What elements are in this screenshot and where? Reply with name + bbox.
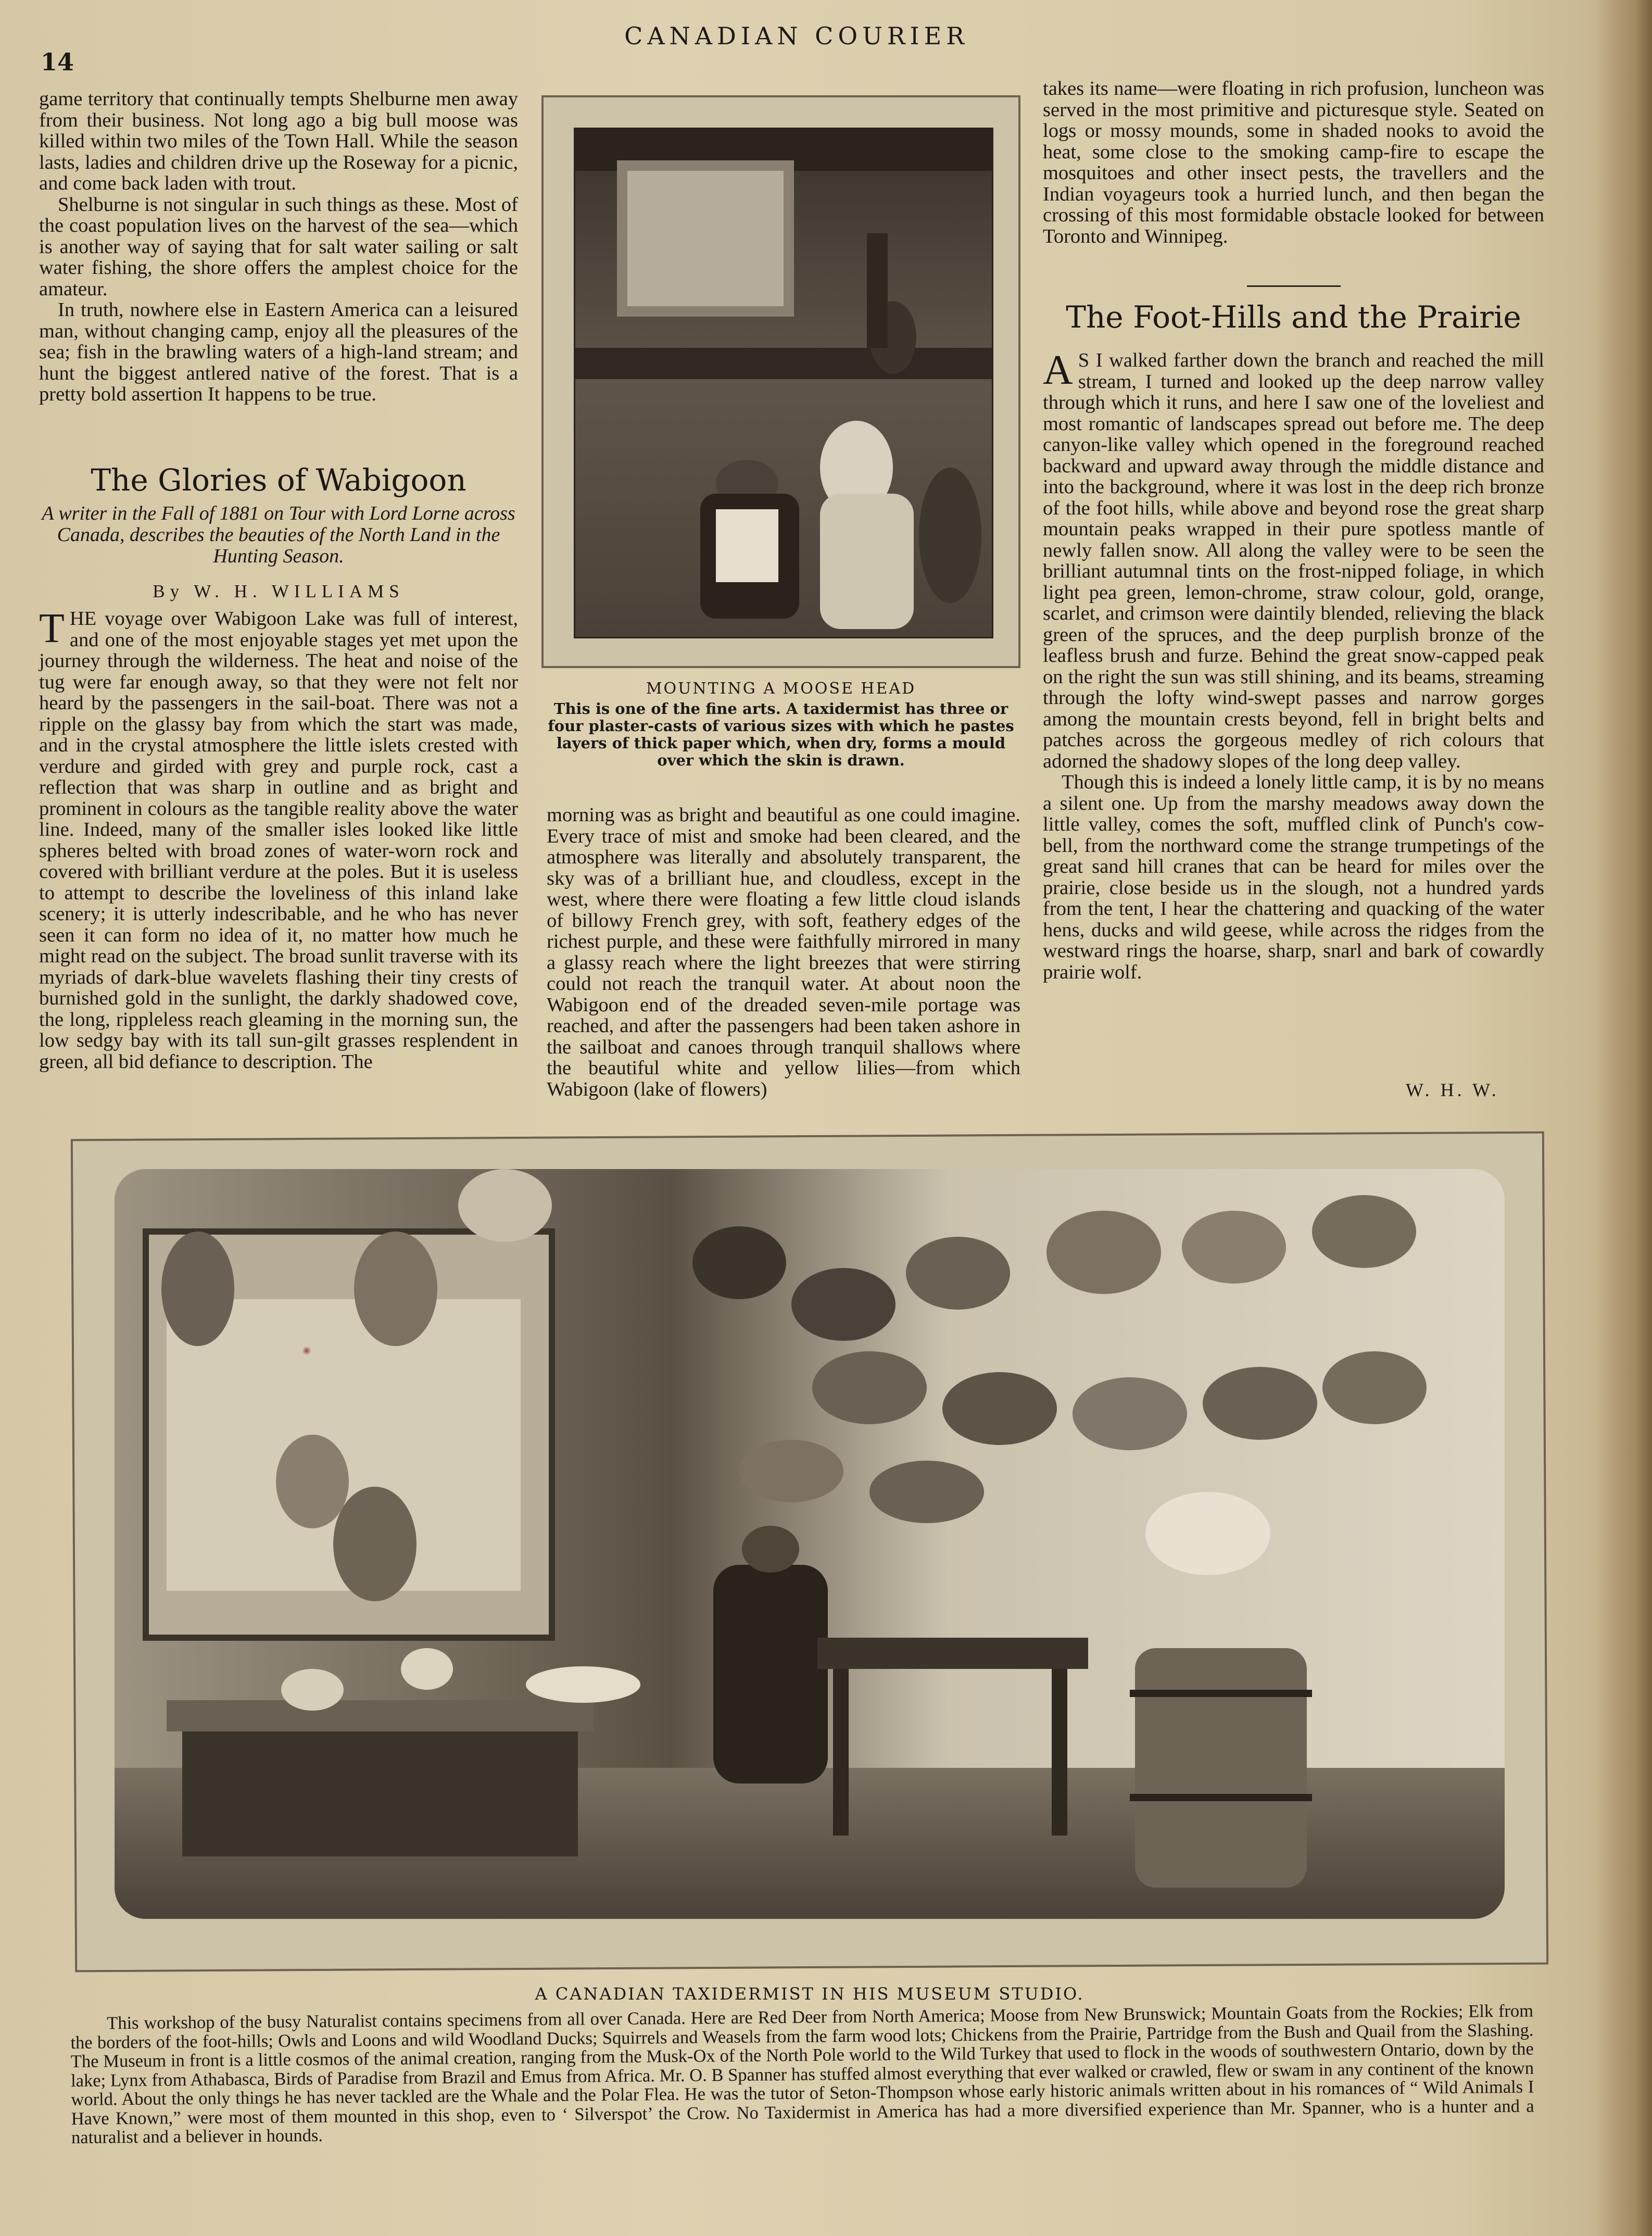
intro-paragraph: In truth, nowhere else in Eastern America can a leisured man, without changing camp, enjoy all the pleasures of the sea; fish in the brawling waters of a high-land stream; and hunt the biggest antlered native of the forest. That is a pretty bold assertion It happens to be true. bbox=[39, 299, 518, 405]
moose-photo-caption-title: MOUNTING A MOOSE HEAD bbox=[646, 680, 916, 698]
dropcap: T bbox=[39, 606, 65, 651]
byline: By W. H. WILLIAMS bbox=[153, 581, 405, 601]
article-title-foothills: The Foot-Hills and the Prairie bbox=[1066, 299, 1521, 335]
column-3-article bbox=[1043, 347, 1544, 983]
studio-photo-caption-body bbox=[70, 2001, 1534, 2147]
article-paragraph: S I walked farther down the branch and reached the mill stream, I turned and looked up the deep narrow valley through which it runs, and here I saw one of the loveliest and most romantic of landscapes spread out before me. The deep canyon-like valley which opened in the foreground reached backward and upward away through the middle distance and into the background, where it was lost in the deep rich bronze of the foot hills, while above and beyond rose the great sharp mountain peaks wrapped in their pure spotless mantle of newly fallen snow. All along the valley were to be seen the brilliant autumnal tints on the frost-nipped foliage, in which light pea green, lemon-chrome, straw colour, gold, orange, scarlet, and crimson were daintily blended, relieving the black green of the spruces, and the deep purplish bronze of the leafless brush and furze. Behind the great snow-capped peak on the right the sun was still shining, and its beams, streaming through the lofty wind-swept passes and narrow gorges among the mountain crests beyond, fell in bright belts and patches across the gorgeous medley of rich colours that adorned the shadowy slopes of the long deep valley. bbox=[1043, 349, 1544, 772]
article-paragraph: morning was as bright and beautiful as one could imagine. Every trace of mist and smoke had been cleared, and the atmosphere was literally and absolutely transparent, the sky was of a brilliant hue, and cloudless, except in the west, where there were floating a few little cloud islands of billowy French grey, with soft, feathery edges of the richest purple, and these were faithfully mirrored in many a glassy reach where the light breezes that were stirring could not reach the tranquil water. At about noon the Wabigoon end of the dreaded seven-mile portage was reached, and after the passengers had been taken ashore in the sailboat and canoes through tranquil shallows where the beautiful white and yellow lilies—from which Wabigoon (lake of flowers) bbox=[547, 804, 1020, 1100]
running-head: CANADIAN COURIER bbox=[624, 22, 969, 50]
studio-photo-caption-title: A CANADIAN TAXIDERMIST IN HIS MUSEUM STUDIO. bbox=[535, 1984, 1084, 2004]
column-3-continued bbox=[1043, 78, 1544, 247]
page-gutter-shadow bbox=[1595, 0, 1652, 2236]
page-number: 14 bbox=[41, 48, 74, 76]
ink-stain bbox=[302, 1346, 311, 1355]
studio-photo-image bbox=[115, 1169, 1505, 1919]
column-2-article bbox=[547, 805, 1020, 1100]
studio-caption-paragraph: This workshop of the busy Naturalist contains specimens from all over Canada. Here are Red Deer from North America; Moose from New Brunswick; Mountain Goats from the Rockies; Elk from the borders of the foot-hills; Owls and Loons and wild Woodland Ducks; Squirrels and Weasels from the farm wood lots; Chickens from the Prairie, Partridge from the Bush and Quail from the Slashing. The Museum in front is a little cosmos of the animal creation, ranging from the Musk-Ox of the North Pole world to the Wild Turkey that used to flock in the woods of southwestern Ontario, down by the lake; Lynx from Athabasca, Birds of Paradise from Brazil and Emus from Africa. Mr. O. B Spanner has stuffed almost everything that ever walked or crawled, flew or swam in any continent of the known world. About the only things he has never tackled are the Whale and the Polar Flea. He was the tutor of Seton-Thompson whose early historic animals written about in his romances of “ Wild Animals I Have Known,” were most of them mounted in this shop, even to ‘ Silverspot’ the Crow. No Taxidermist in America has had a more diversified experience than Mr. Spanner, who is a hunter and a naturalist and a believer in hounds. bbox=[70, 2001, 1534, 2147]
column-1-article bbox=[39, 608, 518, 1072]
moose-photo-image bbox=[575, 129, 992, 637]
dropcap: A bbox=[1043, 347, 1073, 393]
intro-paragraph: game territory that continually tempts Shelburne men away from their business. Not long ago a big bull moose was killed within two miles of the Town Hall. While the season lasts, ladies and children drive up the Roseway for a picnic, and come back laden with trout. bbox=[39, 88, 518, 194]
moose-head-photo bbox=[574, 128, 993, 638]
intro-paragraph: Shelburne is not singular in such things as these. Most of the coast population lives on the harvest of the sea—which is another way of saying that for salt water sailing or salt water fishing, the shore offers the amplest choice for the amateur. bbox=[39, 193, 518, 300]
section-divider bbox=[1247, 285, 1341, 287]
taxidermist-studio-photo bbox=[115, 1169, 1505, 1919]
article-paragraph: Though this is indeed a lonely little camp, it is by no means a silent one. Up from the marshy meadows away down the little valley, comes the soft, muffled clink of Punch's cow-bell, from the northward come the strange trumpetings of the great sand hill cranes that can be heard for miles over the prairie, close beside us in the slough, not a hundred yards from the tent, I hear the chattering and quacking of the water hens, ducks and wild geese, while across the ridges from the westward rings the hoarse, sharp, snarl and bark of cowardly prairie wolf. bbox=[1043, 771, 1544, 983]
column-1-intro bbox=[39, 89, 518, 405]
author-signature: W. H. W. bbox=[1406, 1079, 1499, 1100]
article-paragraph: takes its name—were floating in rich profusion, luncheon was served in the most primitive and picturesque style. Seated on logs or mossy mounds, some in shaded nooks to avoid the heat, some close to the smoking camp-fire to escape the mosquitoes and other insect pests, the travellers and the Indian voyageurs took a hurried lunch, and then began the crossing of this most formidable obstacle looked for between Toronto and Winnipeg. bbox=[1043, 78, 1544, 247]
article-title-wabigoon: The Glories of Wabigoon bbox=[91, 462, 466, 498]
article-paragraph: HE voyage over Wabigoon Lake was full of interest, and one of the most enjoyable stages yet met upon the journey through the wilderness. The heat and noise of the tug were far enough away, so that they were not felt nor heard by the passengers in the sail-boat. There was not a ripple on the glassy bay from which the start was made, and in the crystal atmosphere the little islets crested with verdure and girded with grey and purple rock, cast a reflection that was sharp in outline and as bright and prominent in colours as the tangible reality above the water line. Indeed, many of the smaller isles looked like little spheres belted with broad zones of water-worn rock and covered with brilliant verdure at the poles. But it is useless to attempt to describe the loveliness of this inland lake scenery; it is utterly indescribable, and he who has never seen it can form no idea of it, no matter how much he might read on the subject. The broad sunlit traverse with its myriads of dark-blue wavelets flashing their tiny crests of burnished gold in the sunlight, the darkly shadowed cove, the long, rippleless reach gleaming in the morning sun, the low sedgy bay with its tall sun-gilt grasses resplendent in green, all bid defiance to description. The bbox=[39, 608, 518, 1073]
moose-photo-caption-body: This is one of the fine arts. A taxidermist has three or four plaster-casts of various sizes with which he pastes layers of thick paper which, when dry, forms a mould over which the skin is drawn. bbox=[548, 700, 1014, 769]
article-subtitle: A writer in the Fall of 1881 on Tour with Lord Lorne across Canada, describes the beauties of the North Land in the Hunting Season. bbox=[42, 503, 515, 567]
